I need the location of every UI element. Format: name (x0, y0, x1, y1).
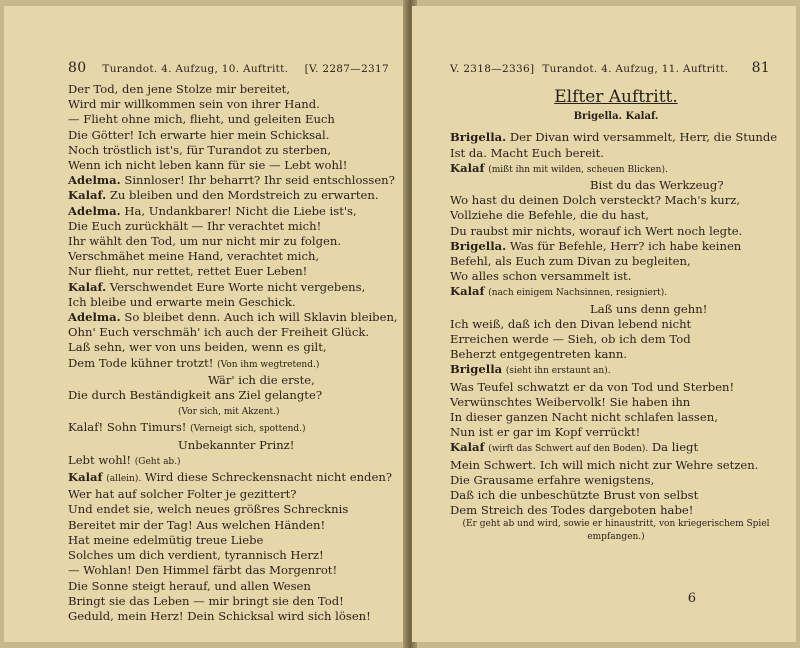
line-text: Bringt sie das Leben — mir bringt sie den Tod! (68, 593, 344, 608)
line-text: Unbekannter Prinz! (178, 437, 295, 452)
line-text: Dem Tode kühner trotzt! (68, 355, 214, 370)
verse-line (450, 347, 782, 362)
verse-line (68, 295, 395, 310)
verse-line (68, 594, 395, 609)
verse-line (450, 317, 782, 332)
line-text: Beherzt entgegentreten kann. (450, 347, 628, 362)
verse-line (450, 239, 782, 254)
scene-persons: Brigella. Kalaf. (573, 111, 659, 123)
right-page-number: 81 (751, 60, 770, 76)
line-text: Wer hat auf solcher Folter je gezittert? (68, 487, 297, 502)
stage-direction: (Von ihm wegtretend.) (217, 359, 320, 370)
verse-line (450, 410, 782, 425)
line-text: Was für Befehle, Herr? ich habe keinen (509, 238, 742, 253)
line-text: Wo hast du deinen Dolch versteckt? Mach's kurz, (450, 193, 741, 208)
speaker-name: Kalaf (450, 440, 485, 455)
verse-line (450, 208, 782, 223)
stage-direction: (Geht ab.) (134, 456, 181, 467)
verse-line (68, 112, 395, 127)
verse-line (68, 487, 395, 502)
verse-line (68, 502, 395, 517)
speaker-name: Adelma. (68, 310, 121, 325)
left-running-head (68, 60, 389, 76)
line-text: So bleibet denn. Auch ich will Sklavin bleiben, (124, 310, 398, 325)
verse-line (68, 219, 395, 234)
line-text: Ihr wählt den Tod, um nur nicht mir zu folgen. (68, 234, 342, 249)
verse-line (450, 332, 782, 347)
line-text: Laß sehn, wer von uns beiden, wenn es gilt, (68, 340, 327, 355)
verse-line (450, 146, 782, 161)
line-text: Erreichen werde — Sieh, ob ich dem Tod (450, 332, 691, 347)
line-text: Die Euch zurückhält — Ihr verachtet mich! (68, 218, 322, 233)
line-text: Hat meine edelmütig treue Liebe (68, 532, 264, 547)
verse-line (450, 395, 782, 410)
speaker-name: Brigella. (450, 130, 507, 145)
line-text: Der Tod, den jene Stolze mir bereitet, (68, 82, 291, 96)
line-text: Was Teufel schwatzt er da von Tod und Sterben! (450, 379, 735, 394)
verse-line (68, 609, 395, 624)
verse-line (68, 420, 395, 437)
verse-line (450, 425, 782, 440)
verse-line (68, 310, 398, 325)
verse-line (450, 161, 782, 178)
verse-line (68, 548, 395, 563)
line-text: Wo alles schon versammelt ist. (450, 269, 632, 284)
line-text: Nur flieht, nur rettet, rettet Euer Leben! (68, 264, 308, 279)
line-text: Ich weiß, daß ich den Divan lebend nicht (450, 316, 692, 331)
line-text: Vollziehe die Befehle, die du hast, (450, 208, 649, 223)
scene-title: Elfter Auftritt. (554, 87, 678, 107)
verse-line (68, 470, 395, 487)
verse-line (68, 280, 395, 295)
verse-line (450, 224, 782, 239)
verse-line (450, 440, 782, 457)
verse-line (68, 204, 395, 219)
speaker-name: Brigella (450, 362, 503, 377)
line-text: Du raubst mir nichts, worauf ich Wert noch legte. (450, 223, 743, 238)
line-text: Ha, Undankbarer! Nicht die Liebe ist's, (124, 203, 357, 218)
line-text: Verschmähet meine Hand, verachtet mich, (68, 249, 320, 264)
line-text: Die durch Beständigkeit ans Ziel gelangte? (68, 388, 323, 403)
line-text: — Wohlan! Den Himmel färbt das Morgenrot! (68, 563, 338, 578)
line-text: Verschwendet Eure Worte nicht vergebens, (109, 279, 366, 294)
line-text: Die Götter! Ich erwarte hier mein Schicksal. (68, 127, 330, 142)
verse-line (68, 173, 395, 188)
line-text: Wird diese Schreckensnacht nicht enden? (144, 470, 393, 485)
stage-direction: (nach einigem Nachsinnen, resigniert). (488, 288, 668, 299)
stage-direction: (Vor sich, mit Akzent.) (178, 407, 280, 418)
stage-direction: (wirft das Schwert auf den Boden). (488, 444, 649, 455)
left-verse-range: [V. 2287—2317 (304, 63, 389, 75)
line-text: Die Sonne steigt herauf, und allen Wesen (68, 578, 311, 593)
line-text: Wenn ich nicht leben kann für sie — Lebt wohl! (68, 158, 348, 173)
verse-line (450, 284, 782, 301)
verse-line (68, 533, 395, 548)
line-text: Sinnloser! Ihr beharrt? Ihr seid entschlossen? (124, 173, 395, 188)
verse-line (68, 579, 395, 594)
right-lines (450, 130, 782, 518)
line-text: Die Grausame erfahre wenigstens, (450, 472, 655, 487)
line-text: Und endet sie, welch neues größres Schrecknis (68, 502, 349, 517)
line-text: Ohn' Euch verschmäh' ich auch der Freiheit Glück. (68, 325, 370, 340)
line-text: Dem Streich des Todes dargeboten habe! (450, 503, 694, 518)
line-text: Geduld, mein Herz! Dein Schicksal wird sich lösen! (68, 608, 371, 623)
verse-line (450, 269, 782, 284)
speaker-name: Kalaf (450, 160, 485, 175)
verse-line (68, 356, 395, 373)
verse-line (68, 453, 395, 470)
verse-line (450, 503, 782, 518)
verse-line (68, 82, 395, 97)
right-running-head (450, 60, 770, 76)
line-text: Nun ist er gar im Kopf verrückt! (450, 425, 641, 440)
speaker-name: Adelma. (68, 203, 121, 218)
line-text: Laß uns denn gehn! (590, 301, 708, 316)
speaker-name: Brigella. (450, 238, 507, 253)
closing-stage-direction: (Er geht ab und wird, sowie er hinaustritt, von kriegerischem Spiel empfangen.) (462, 519, 770, 543)
verse-line (68, 249, 395, 264)
line-text: Befehl, als Euch zum Divan zu begleiten, (450, 254, 691, 269)
verse-line (68, 158, 395, 173)
speaker-name: Kalaf. (68, 279, 107, 294)
speaker-name: Kalaf. (68, 188, 107, 203)
speaker-name: Kalaf (450, 284, 485, 299)
left-header-title: Turandot. 4. Aufzug, 10. Auftritt. (102, 63, 289, 75)
right-header-title: Turandot. 4. Aufzug, 11. Auftritt. (542, 63, 729, 75)
left-page-number: 80 (68, 60, 87, 76)
verse-line (450, 254, 782, 269)
verse-line (68, 340, 395, 355)
verse-line (68, 143, 395, 158)
left-text-block (68, 82, 398, 624)
speaker-name: Adelma. (68, 173, 121, 188)
verse-line (68, 188, 395, 203)
verse-line (68, 388, 395, 403)
right-verse-range: V. 2318—2336] (450, 63, 535, 75)
line-text: In dieser ganzen Nacht nicht schlafen lassen, (450, 410, 718, 425)
verse-line (450, 362, 782, 379)
line-text: Noch tröstlich ist's, für Turandot zu sterben, (68, 142, 332, 157)
stage-direction: (mißt ihn mit wilden, scheuen Blicken). (488, 164, 668, 175)
line-text: Wird mir willkommen sein von ihrer Hand. (68, 97, 320, 112)
verse-line (68, 373, 395, 388)
line-text: Da liegt (651, 440, 699, 455)
line-text: Ich bleibe und erwarte mein Geschick. (68, 294, 296, 309)
speaker-name: Kalaf (68, 470, 103, 485)
verse-line (450, 130, 782, 145)
right-text-block (450, 82, 782, 544)
line-text: Der Divan wird versammelt, Herr, die Stunde (509, 130, 778, 145)
verse-line (68, 438, 395, 453)
verse-line (450, 473, 782, 488)
line-text: — Flieht ohne mich, flieht, und geleiten Euch (68, 112, 335, 127)
signature-mark: 6 (687, 591, 696, 606)
left-page (4, 6, 406, 642)
verse-line (450, 380, 782, 395)
line-text: Bist du das Werkzeug? (590, 178, 724, 193)
stage-direction: (allein). (106, 474, 142, 485)
stage-direction: (Verneigt sich, spottend.) (190, 424, 306, 435)
verse-line (68, 518, 395, 533)
right-page (412, 6, 796, 642)
verse-line (450, 458, 782, 473)
verse-line (450, 488, 782, 503)
line-text: Kalaf! Sohn Timurs! (68, 420, 187, 435)
verse-line (68, 128, 395, 143)
stage-direction: (sieht ihn erstaunt an). (505, 366, 611, 377)
line-text: Zu bleiben und den Mordstreich zu erwarten. (109, 188, 379, 203)
verse-line (450, 302, 782, 317)
verse-line (68, 264, 395, 279)
line-text: Mein Schwert. Ich will mich nicht zur Wehre setzen. (450, 457, 759, 472)
line-text: Bereitet mir der Tag! Aus welchen Händen! (68, 517, 326, 532)
verse-line (450, 178, 782, 193)
line-text: Wär' ich die erste, (208, 372, 315, 387)
line-text: Solches um dich verdient, tyrannisch Herz! (68, 548, 324, 563)
verse-line (68, 563, 395, 578)
verse-line (68, 403, 395, 420)
verse-line (68, 97, 395, 112)
verse-line (68, 234, 395, 249)
line-text: Lebt wohl! (68, 452, 132, 467)
line-text: Ist da. Macht Euch bereit. (450, 145, 604, 160)
verse-line (68, 325, 395, 340)
line-text: Verwünschtes Weibervolk! Sie haben ihn (450, 394, 691, 409)
verse-line (450, 193, 782, 208)
line-text: Daß ich die unbeschützte Brust von selbst (450, 488, 699, 503)
